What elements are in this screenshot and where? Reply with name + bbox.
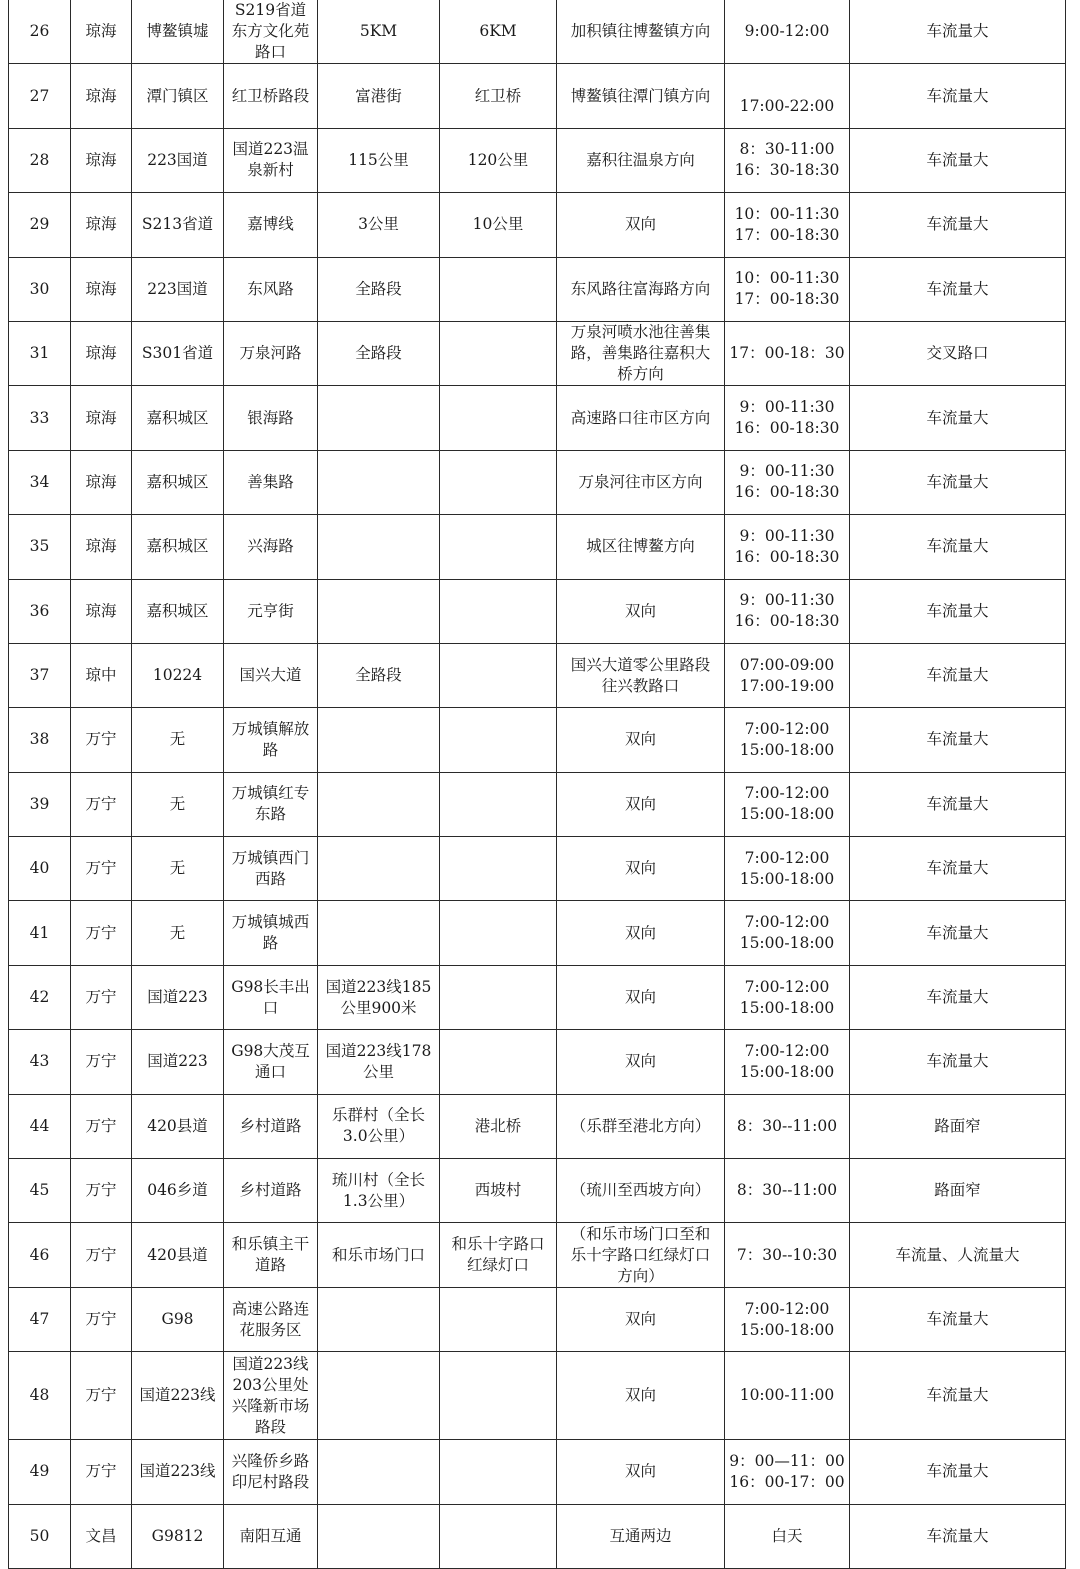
cell-start: 115公里 (318, 128, 440, 192)
cell-time: 9：00-11:30 16：00-18:30 (725, 386, 850, 450)
cell-time: 7：30--10:30 (725, 1223, 850, 1287)
cell-start (318, 450, 440, 514)
cell-direction: （琉川至西坡方向） (557, 1159, 725, 1223)
cell-reason: 车流量大 (850, 1352, 1066, 1440)
cell-section: 嘉博线 (224, 193, 318, 257)
cell-direction: 双向 (557, 837, 725, 901)
cell-reason: 车流量大 (850, 1440, 1066, 1504)
cell-start (318, 708, 440, 772)
cell-end (440, 579, 557, 643)
cell-section: 东风路 (224, 257, 318, 321)
table-row (9, 643, 1066, 707)
table-row (9, 901, 1066, 965)
cell-reason: 车流量大 (850, 965, 1066, 1029)
cell-section: 高速公路连 花服务区 (224, 1287, 318, 1351)
cell-city: 万宁 (71, 965, 132, 1029)
cell-road: 无 (132, 901, 224, 965)
table-row (9, 1094, 1066, 1158)
cell-time: 7:00-12:00 15:00-18:00 (725, 901, 850, 965)
cell-city: 琼海 (71, 193, 132, 257)
cell-direction: 双向 (557, 965, 725, 1029)
cell-end: 和乐十字路口 红绿灯口 (440, 1223, 557, 1287)
cell-reason: 车流量大 (850, 708, 1066, 772)
cell-no: 48 (9, 1352, 71, 1440)
cell-city: 琼海 (71, 128, 132, 192)
cell-end: 港北桥 (440, 1094, 557, 1158)
cell-direction: 嘉积往温泉方向 (557, 128, 725, 192)
cell-time: 白天 (725, 1504, 850, 1568)
cell-road: 10224 (132, 643, 224, 707)
cell-end (440, 386, 557, 450)
cell-city: 万宁 (71, 1094, 132, 1158)
cell-direction: 双向 (557, 901, 725, 965)
cell-direction: 东风路往富海路方向 (557, 257, 725, 321)
table-row (9, 1159, 1066, 1223)
cell-reason: 路面窄 (850, 1094, 1066, 1158)
cell-direction: 双向 (557, 193, 725, 257)
cell-road: 国道223 (132, 965, 224, 1029)
cell-direction: 万泉河喷水池往善集 路，善集路往嘉积大 桥方向 (557, 321, 725, 385)
cell-direction: （和乐市场门口至和 乐十字路口红绿灯口 方向） (557, 1223, 725, 1287)
cell-start: 全路段 (318, 257, 440, 321)
cell-section: S219省道 东方文化苑 路口 (224, 0, 318, 64)
cell-start (318, 515, 440, 579)
cell-no: 46 (9, 1223, 71, 1287)
cell-start: 琉川村（全长 1.3公里） (318, 1159, 440, 1223)
cell-road: 国道223线 (132, 1440, 224, 1504)
cell-city: 琼海 (71, 515, 132, 579)
cell-reason: 交叉路口 (850, 321, 1066, 385)
cell-time: 9：00-11:30 16：00-18:30 (725, 579, 850, 643)
cell-time: 9：00-11:30 16：00-18:30 (725, 515, 850, 579)
cell-city: 琼海 (71, 321, 132, 385)
cell-no: 34 (9, 450, 71, 514)
cell-end (440, 965, 557, 1029)
cell-start: 和乐市场门口 (318, 1223, 440, 1287)
table-row (9, 1030, 1066, 1094)
cell-time: 7:00-12:00 15:00-18:00 (725, 965, 850, 1029)
cell-road: 国道223线 (132, 1352, 224, 1440)
table-row (9, 386, 1066, 450)
cell-direction: 万泉河往市区方向 (557, 450, 725, 514)
cell-reason: 车流量大 (850, 515, 1066, 579)
cell-city: 万宁 (71, 772, 132, 836)
cell-end: 10公里 (440, 193, 557, 257)
cell-reason: 车流量大 (850, 64, 1066, 128)
cell-city: 琼海 (71, 257, 132, 321)
cell-end (440, 901, 557, 965)
cell-direction: （乐群至港北方向） (557, 1094, 725, 1158)
table-row (9, 0, 1066, 64)
cell-direction: 互通两边 (557, 1504, 725, 1568)
cell-time: 17:00-22:00 (725, 64, 850, 128)
cell-no: 27 (9, 64, 71, 128)
cell-end: 6KM (440, 0, 557, 64)
cell-reason: 车流量大 (850, 1030, 1066, 1094)
cell-no: 26 (9, 0, 71, 64)
table-row (9, 772, 1066, 836)
cell-road: 223国道 (132, 128, 224, 192)
cell-city: 万宁 (71, 901, 132, 965)
cell-reason: 车流量大 (850, 643, 1066, 707)
cell-time: 8：30-11:00 16：30-18:30 (725, 128, 850, 192)
cell-section: 元亨街 (224, 579, 318, 643)
cell-city: 文昌 (71, 1504, 132, 1568)
cell-reason: 车流量大 (850, 901, 1066, 965)
cell-city: 万宁 (71, 708, 132, 772)
cell-start: 乐群村（全长 3.0公里） (318, 1094, 440, 1158)
cell-no: 40 (9, 837, 71, 901)
cell-no: 42 (9, 965, 71, 1029)
cell-road: 国道223 (132, 1030, 224, 1094)
cell-city: 万宁 (71, 1223, 132, 1287)
cell-time: 7:00-12:00 15:00-18:00 (725, 837, 850, 901)
cell-no: 41 (9, 901, 71, 965)
cell-time: 7:00-12:00 15:00-18:00 (725, 1287, 850, 1351)
cell-time: 9:00-12:00 (725, 0, 850, 64)
cell-road: S301省道 (132, 321, 224, 385)
cell-time: 8：30--11:00 (725, 1094, 850, 1158)
cell-start: 国道223线185 公里900米 (318, 965, 440, 1029)
cell-start (318, 772, 440, 836)
table-row (9, 450, 1066, 514)
cell-section: 乡村道路 (224, 1094, 318, 1158)
cell-start: 5KM (318, 0, 440, 64)
cell-end (440, 1287, 557, 1351)
table-body (9, 0, 1066, 1568)
cell-road: 博鳌镇墟 (132, 0, 224, 64)
cell-city: 万宁 (71, 1440, 132, 1504)
cell-road: G98 (132, 1287, 224, 1351)
cell-reason: 车流量大 (850, 128, 1066, 192)
cell-direction: 双向 (557, 772, 725, 836)
cell-direction: 国兴大道零公里路段 往兴教路口 (557, 643, 725, 707)
cell-time: 10:00-11:00 (725, 1352, 850, 1440)
cell-section: 乡村道路 (224, 1159, 318, 1223)
cell-direction: 高速路口往市区方向 (557, 386, 725, 450)
table-row (9, 321, 1066, 385)
cell-start: 全路段 (318, 321, 440, 385)
cell-section: 国道223温 泉新村 (224, 128, 318, 192)
cell-section: 万泉河路 (224, 321, 318, 385)
table-row (9, 1223, 1066, 1287)
table-row (9, 193, 1066, 257)
cell-section: 万城镇城西 路 (224, 901, 318, 965)
cell-no: 45 (9, 1159, 71, 1223)
cell-no: 50 (9, 1504, 71, 1568)
cell-city: 万宁 (71, 1030, 132, 1094)
cell-road: 无 (132, 837, 224, 901)
cell-direction: 双向 (557, 1352, 725, 1440)
cell-end (440, 1030, 557, 1094)
cell-end (440, 257, 557, 321)
cell-section: 红卫桥路段 (224, 64, 318, 128)
cell-time: 7:00-12:00 15:00-18:00 (725, 1030, 850, 1094)
cell-start (318, 1504, 440, 1568)
cell-section: 万城镇红专 东路 (224, 772, 318, 836)
table-row (9, 579, 1066, 643)
cell-road: 嘉积城区 (132, 386, 224, 450)
table-row (9, 837, 1066, 901)
cell-road: S213省道 (132, 193, 224, 257)
cell-road: 潭门镇区 (132, 64, 224, 128)
cell-section: G98大茂互 通口 (224, 1030, 318, 1094)
cell-direction: 双向 (557, 579, 725, 643)
cell-start: 全路段 (318, 643, 440, 707)
cell-start (318, 837, 440, 901)
table-row (9, 1352, 1066, 1440)
cell-section: 和乐镇主干 道路 (224, 1223, 318, 1287)
cell-reason: 车流量大 (850, 1287, 1066, 1351)
cell-start: 3公里 (318, 193, 440, 257)
table-row (9, 64, 1066, 128)
cell-reason: 车流量大 (850, 193, 1066, 257)
cell-reason: 车流量大 (850, 1504, 1066, 1568)
cell-no: 36 (9, 579, 71, 643)
cell-no: 31 (9, 321, 71, 385)
cell-city: 琼海 (71, 0, 132, 64)
cell-no: 37 (9, 643, 71, 707)
cell-section: 善集路 (224, 450, 318, 514)
cell-direction: 双向 (557, 1030, 725, 1094)
cell-city: 万宁 (71, 1352, 132, 1440)
cell-no: 39 (9, 772, 71, 836)
cell-road: 嘉积城区 (132, 515, 224, 579)
cell-time: 9：00—11：00 16：00-17：00 (725, 1440, 850, 1504)
cell-road: 420县道 (132, 1223, 224, 1287)
cell-direction: 双向 (557, 1440, 725, 1504)
cell-section: 万城镇西门 西路 (224, 837, 318, 901)
cell-time: 07:00-09:00 17:00-19:00 (725, 643, 850, 707)
congestion-table (8, 0, 1066, 1569)
cell-city: 琼海 (71, 450, 132, 514)
cell-reason: 车流量大 (850, 772, 1066, 836)
cell-end (440, 708, 557, 772)
cell-end (440, 450, 557, 514)
table-row (9, 128, 1066, 192)
cell-road: 嘉积城区 (132, 579, 224, 643)
cell-city: 琼海 (71, 579, 132, 643)
cell-end (440, 1504, 557, 1568)
cell-reason: 车流量大 (850, 837, 1066, 901)
cell-reason: 车流量大 (850, 450, 1066, 514)
cell-time: 7:00-12:00 15:00-18:00 (725, 708, 850, 772)
cell-city: 万宁 (71, 1287, 132, 1351)
cell-no: 35 (9, 515, 71, 579)
cell-reason: 车流量大 (850, 0, 1066, 64)
cell-end (440, 643, 557, 707)
cell-end (440, 515, 557, 579)
cell-section: 兴隆侨乡路 印尼村路段 (224, 1440, 318, 1504)
cell-section: 南阳互通 (224, 1504, 318, 1568)
cell-time: 10：00-11:30 17：00-18:30 (725, 257, 850, 321)
cell-no: 38 (9, 708, 71, 772)
table-row (9, 1504, 1066, 1568)
cell-end: 西坡村 (440, 1159, 557, 1223)
cell-direction: 双向 (557, 708, 725, 772)
cell-no: 44 (9, 1094, 71, 1158)
cell-section: 国兴大道 (224, 643, 318, 707)
cell-start: 国道223线178 公里 (318, 1030, 440, 1094)
cell-road: 嘉积城区 (132, 450, 224, 514)
cell-road: 420县道 (132, 1094, 224, 1158)
table-row (9, 257, 1066, 321)
cell-time: 7:00-12:00 15:00-18:00 (725, 772, 850, 836)
cell-time: 10：00-11:30 17：00-18:30 (725, 193, 850, 257)
cell-city: 琼海 (71, 64, 132, 128)
cell-road: 223国道 (132, 257, 224, 321)
cell-no: 29 (9, 193, 71, 257)
cell-reason: 路面窄 (850, 1159, 1066, 1223)
cell-end: 红卫桥 (440, 64, 557, 128)
cell-reason: 车流量、人流量大 (850, 1223, 1066, 1287)
table-row (9, 515, 1066, 579)
cell-start: 富港街 (318, 64, 440, 128)
cell-reason: 车流量大 (850, 257, 1066, 321)
cell-end (440, 1440, 557, 1504)
cell-direction: 双向 (557, 1287, 725, 1351)
cell-reason: 车流量大 (850, 386, 1066, 450)
cell-direction: 加积镇往博鳌镇方向 (557, 0, 725, 64)
cell-start (318, 901, 440, 965)
cell-no: 43 (9, 1030, 71, 1094)
cell-end (440, 321, 557, 385)
cell-no: 33 (9, 386, 71, 450)
cell-end (440, 772, 557, 836)
cell-section: G98长丰出 口 (224, 965, 318, 1029)
cell-city: 琼海 (71, 386, 132, 450)
cell-section: 兴海路 (224, 515, 318, 579)
table-row (9, 1287, 1066, 1351)
cell-time: 8：30--11:00 (725, 1159, 850, 1223)
cell-no: 47 (9, 1287, 71, 1351)
cell-end (440, 837, 557, 901)
cell-section: 银海路 (224, 386, 318, 450)
cell-start (318, 386, 440, 450)
cell-section: 万城镇解放 路 (224, 708, 318, 772)
cell-road: 046乡道 (132, 1159, 224, 1223)
cell-direction: 城区往博鳌方向 (557, 515, 725, 579)
cell-start (318, 579, 440, 643)
cell-start (318, 1352, 440, 1440)
cell-road: 无 (132, 708, 224, 772)
cell-city: 万宁 (71, 837, 132, 901)
cell-city: 万宁 (71, 1159, 132, 1223)
cell-road: 无 (132, 772, 224, 836)
cell-city: 琼中 (71, 643, 132, 707)
table-row (9, 965, 1066, 1029)
cell-reason: 车流量大 (850, 579, 1066, 643)
cell-no: 28 (9, 128, 71, 192)
cell-end: 120公里 (440, 128, 557, 192)
cell-start (318, 1287, 440, 1351)
cell-end (440, 1352, 557, 1440)
cell-no: 30 (9, 257, 71, 321)
cell-road: G9812 (132, 1504, 224, 1568)
table-row (9, 708, 1066, 772)
cell-time: 17：00-18：30 (725, 321, 850, 385)
cell-direction: 博鳌镇往潭门镇方向 (557, 64, 725, 128)
cell-time: 9：00-11:30 16：00-18:30 (725, 450, 850, 514)
cell-no: 49 (9, 1440, 71, 1504)
cell-start (318, 1440, 440, 1504)
table-row (9, 1440, 1066, 1504)
cell-section: 国道223线 203公里处 兴隆新市场 路段 (224, 1352, 318, 1440)
